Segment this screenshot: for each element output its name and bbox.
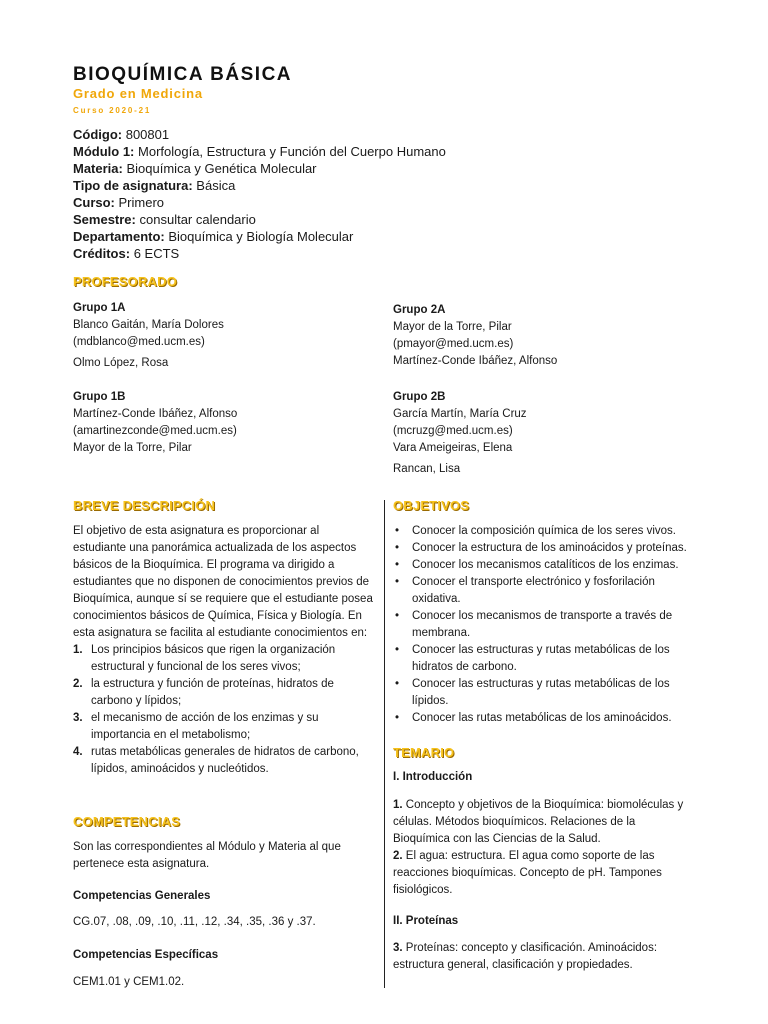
breve-intro: El objetivo de esta asignatura es proporcionar al estudiante una panorámica actualizada de los aspectos básicos de la Bioquímica. El programa va dirigido a estudiantes que no disponen de conocimientos previos de Bioquímica, aunque sí se requiere que el estudiante posea conocimientos básicos de Química, Física y Biología. En esta asignatura se facilita al estudiante conocimientos en: [73,525,373,639]
professor-email: (mdblanco@med.ucm.es) [73,336,205,348]
topic-number: 2. [393,850,403,862]
topic-text: El agua: estructura. El agua como soporte de las reacciones bioquímicas. Concepto de pH. Tampones fisiológicos. [393,850,662,896]
list-item: • Conocer la estructura de los aminoácidos y proteínas. [393,540,693,557]
academic-year: Curso 2020-21 [73,106,152,115]
info-label: Tipo de asignatura: [73,178,193,193]
info-value: Básica [196,178,236,193]
section-heading-objetivos: OBJETIVOS [393,498,470,513]
info-materia [73,160,446,177]
info-value: Primero [118,195,165,210]
list-number: 4. [73,746,83,758]
info-departamento [73,228,446,245]
list-text: la estructura y función de proteínas, hidratos de carbono y lípidos; [91,678,334,707]
professor-email: (amartinezconde@med.ucm.es) [73,425,237,437]
info-label: Módulo 1: [73,144,135,159]
objetivos-list-container [393,523,693,727]
group-1a [73,300,363,372]
info-label: Curso: [73,195,115,210]
temario-topic-3 [393,940,693,974]
info-semestre [73,211,446,228]
competencias-especificas-title: Competencias Específicas [73,949,219,961]
competencias-intro: Son las correspondientes al Módulo y Materia al que pertenece esta asignatura. [73,841,341,870]
professor-name: Blanco Gaitán, María Dolores [73,319,224,331]
temario-topic-1 [393,797,693,848]
info-label: Código: [73,127,123,142]
info-modulo [73,143,446,160]
list-text: el mecanismo de acción de los enzimas y su importancia en el metabolismo; [91,712,319,741]
group-title: Grupo 1A [73,302,126,314]
group-title: Grupo 2B [393,391,446,403]
topic-number: 3. [393,942,403,954]
breve-descripcion [73,523,373,778]
professor-name: Olmo López, Rosa [73,357,169,369]
objetivos-list [393,523,693,727]
list-text: Los principios básicos que rigen la organización estructural y funcional de los seres vivos; [91,644,336,673]
column-divider [384,500,385,988]
section-heading-competencias: COMPETENCIAS [73,814,181,829]
topic-text: Concepto y objetivos de la Bioquímica: biomoléculas y células. Métodos bioquímicos. Relaciones de la Bioquímica con las Ciencias de la Salud. [393,799,684,845]
list-item [73,744,373,778]
list-item: • Conocer las rutas metabólicas de los aminoácidos. [393,710,693,727]
info-value: Bioquímica y Biología Molecular [168,229,354,244]
professor-name: Mayor de la Torre, Pilar [393,321,512,333]
list-item: • Conocer las estructuras y rutas metabólicas de los hidratos de carbono. [393,642,693,676]
topic-number: 1. [393,799,403,811]
list-item: • Conocer la composición química de los seres vivos. [393,523,693,540]
info-value: 800801 [125,127,170,142]
info-label: Créditos: [73,246,131,261]
competencias-generales: CG.07, .08, .09, .10, .11, .12, .34, .35, .36 y .37. [73,916,316,928]
professor-email: (pmayor@med.ucm.es) [393,338,514,350]
degree-subtitle: Grado en Medicina [73,86,203,101]
info-creditos [73,245,446,262]
info-tipo [73,177,446,194]
group-2a [393,302,693,370]
professor-name: Martínez-Conde Ibáñez, Alfonso [73,408,238,420]
course-info [73,126,446,262]
list-number: 3. [73,712,83,724]
list-item [73,642,373,676]
list-text: rutas metabólicas generales de hidratos de carbono, lípidos, aminoácidos y nucleótidos. [91,746,359,775]
topic-text: Proteínas: concepto y clasificación. Aminoácidos: estructura general, clasificación y propiedades. [393,942,658,971]
list-item [73,676,373,710]
temario-topic-2 [393,848,693,899]
info-value: Morfología, Estructura y Función del Cuerpo Humano [138,144,446,159]
professor-name: García Martín, María Cruz [393,408,527,420]
info-codigo [73,126,446,143]
course-title: BIOQUÍMICA BÁSICA [73,64,293,85]
list-item [73,710,373,744]
professor-name: Vara Ameigeiras, Elena [393,442,513,454]
info-value: 6 ECTS [133,246,180,261]
breve-list [73,642,373,778]
info-curso [73,194,446,211]
list-item: • Conocer los mecanismos catalíticos de los enzimas. [393,557,693,574]
list-number: 1. [73,644,83,656]
group-2b [393,389,693,478]
temario-section-introduccion: I. Introducción [393,771,473,783]
info-label: Semestre: [73,212,136,227]
competencias-especificas: CEM1.01 y CEM1.02. [73,976,185,988]
professor-name: Rancan, Lisa [393,463,461,475]
temario-section-proteinas: II. Proteínas [393,915,459,927]
list-item: • Conocer las estructuras y rutas metabólicas de los lípidos. [393,676,693,710]
info-label: Materia: [73,161,123,176]
competencias-generales-title: Competencias Generales [73,890,211,902]
info-value: consultar calendario [139,212,256,227]
info-value: Bioquímica y Genética Molecular [126,161,317,176]
group-1b [73,389,363,457]
section-heading-breve-descripcion: BREVE DESCRIPCIÓN [73,498,216,513]
professor-name: Mayor de la Torre, Pilar [73,442,192,454]
group-title: Grupo 2A [393,304,446,316]
list-item: • Conocer los mecanismos de transporte a través de membrana. [393,608,693,642]
section-heading-temario: TEMARIO [393,745,455,760]
list-number: 2. [73,678,83,690]
list-item: • Conocer el transporte electrónico y fosforilación oxidativa. [393,574,693,608]
section-heading-profesorado: PROFESORADO [73,274,178,289]
professor-name: Martínez-Conde Ibáñez, Alfonso [393,355,558,367]
info-label: Departamento: [73,229,165,244]
professor-email: (mcruzg@med.ucm.es) [393,425,513,437]
group-title: Grupo 1B [73,391,126,403]
